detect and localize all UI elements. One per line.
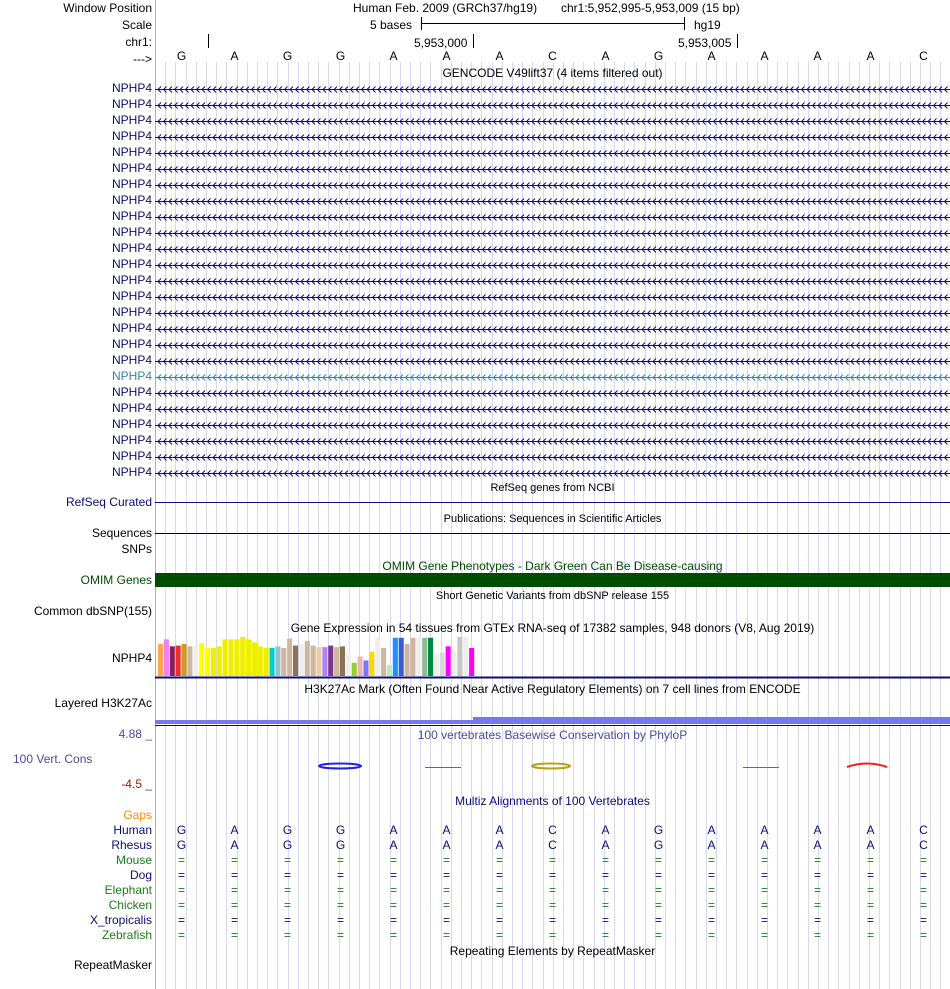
alignment-base: = — [601, 853, 609, 867]
alignment-base: = — [866, 898, 874, 912]
alignment-base: = — [866, 868, 874, 882]
alignment-base: = — [442, 868, 450, 882]
gencode-track-title: GENCODE V49lift37 (4 items filtered out) — [442, 66, 663, 80]
alignment-base: = — [283, 883, 291, 897]
alignment-base: A — [495, 823, 504, 837]
alignment-base: = — [442, 913, 450, 927]
gencode-transcript-label[interactable]: NPHP4 — [111, 449, 152, 463]
window-position-text: chr1:5,952,995-5,953,009 (15 bp) — [561, 1, 740, 15]
alignment-base: = — [283, 853, 291, 867]
alignment-base: A — [442, 823, 451, 837]
window-position-label: Window Position — [63, 1, 152, 15]
base-letter: A — [442, 49, 451, 63]
gtex-tissue-bar — [428, 638, 433, 676]
gtex-tissue-bar — [340, 646, 345, 676]
alignment-base: = — [495, 853, 503, 867]
conservation-min-label: -4.5 _ — [121, 777, 152, 791]
h3k27ac-signal-peak — [473, 717, 950, 720]
alignment-base: = — [813, 913, 821, 927]
alignment-base: = — [866, 853, 874, 867]
alignment-base: = — [442, 928, 450, 942]
alignment-base: = — [760, 883, 768, 897]
alignment-base: = — [654, 898, 662, 912]
alignment-base: = — [707, 913, 715, 927]
gtex-tissue-bar — [223, 639, 228, 676]
gtex-tissue-bar — [305, 641, 310, 676]
base-letter: A — [389, 49, 398, 63]
alignment-base: A — [760, 823, 769, 837]
repeatmasker-label[interactable]: RepeatMasker — [73, 958, 152, 972]
alignment-base: = — [230, 883, 238, 897]
alignment-base: = — [442, 883, 450, 897]
gtex-tissue-bar — [346, 653, 351, 676]
alignment-base: = — [548, 868, 556, 882]
phylop-mark — [847, 764, 887, 768]
base-letter: A — [601, 49, 610, 63]
gencode-transcript-label[interactable]: NPHP4 — [111, 369, 152, 383]
multiz-alignment-row — [155, 928, 950, 942]
alignment-base: = — [283, 913, 291, 927]
gencode-transcript-label[interactable]: NPHP4 — [111, 417, 152, 431]
gtex-tissue-bar — [158, 644, 163, 676]
gencode-transcript-label[interactable]: NPHP4 — [111, 81, 152, 95]
gtex-tissue-bar — [328, 646, 333, 676]
alignment-base: = — [760, 868, 768, 882]
gtex-tissue-bar — [358, 657, 363, 677]
gtex-tissue-bar — [240, 637, 245, 676]
alignment-base: = — [336, 868, 344, 882]
base-letter: A — [866, 49, 875, 63]
gencode-transcript-label[interactable]: NPHP4 — [111, 193, 152, 207]
gtex-tissue-bar — [452, 651, 457, 676]
base-letter: G — [653, 49, 664, 63]
alignment-base: = — [654, 868, 662, 882]
multiz-species-label[interactable]: Rhesus — [111, 838, 152, 852]
gtex-tissue-bar — [416, 638, 421, 676]
coordinate-5953005: 5,953,005 — [678, 36, 732, 50]
gtex-tissue-bar — [457, 637, 462, 676]
alignment-base: = — [177, 928, 185, 942]
multiz-alignment-row — [155, 913, 950, 927]
refseq-track-title: RefSeq genes from NCBI — [490, 482, 615, 494]
alignment-base: = — [919, 868, 927, 882]
scale-label: Scale — [121, 18, 152, 32]
alignment-base: C — [919, 823, 928, 837]
multiz-alignment-row — [155, 883, 950, 897]
gtex-track-title: Gene Expression in 54 tissues from GTEx RNA-seq of 17382 samples, 948 donors (V8, Aug 2019) — [290, 621, 815, 635]
alignment-base: = — [813, 868, 821, 882]
alignment-base: = — [707, 868, 715, 882]
gtex-tissue-bar — [322, 647, 327, 676]
alignment-base: = — [177, 883, 185, 897]
gencode-transcript-label[interactable]: NPHP4 — [111, 145, 152, 159]
vert-cons-label[interactable]: 100 Vert. Cons — [13, 752, 93, 766]
publications-track-title: Publications: Sequences in Scientific Articles — [443, 513, 662, 525]
alignment-base: = — [813, 898, 821, 912]
gencode-transcript-label[interactable]: NPHP4 — [111, 177, 152, 191]
gtex-tissue-bar — [334, 647, 339, 676]
alignment-base: = — [336, 913, 344, 927]
gtex-tissue-bar — [405, 644, 410, 676]
alignment-base: = — [760, 853, 768, 867]
base-letter: A — [495, 49, 504, 63]
alignment-base: G — [335, 823, 346, 837]
alignment-base: = — [495, 898, 503, 912]
alignment-base: = — [230, 913, 238, 927]
gtex-tissue-bar — [387, 665, 392, 676]
alignment-base: = — [442, 898, 450, 912]
gencode-transcript-label[interactable]: NPHP4 — [111, 433, 152, 447]
alignment-base: A — [707, 823, 716, 837]
gtex-tissue-bar — [393, 638, 398, 676]
alignment-base: = — [389, 868, 397, 882]
alignment-base: = — [442, 853, 450, 867]
alignment-base: = — [866, 883, 874, 897]
gencode-transcript-label[interactable]: NPHP4 — [111, 97, 152, 111]
genome-browser-image[interactable] — [155, 0, 950, 989]
gtex-tissue-bar — [228, 639, 233, 676]
gencode-transcript-label[interactable]: NPHP4 — [111, 113, 152, 127]
alignment-base: G — [653, 823, 664, 837]
alignment-base: C — [548, 838, 557, 852]
gtex-tissue-bar — [234, 639, 239, 676]
gtex-tissue-bar — [270, 648, 275, 676]
gtex-tissue-bar — [176, 646, 181, 676]
alignment-base: = — [548, 913, 556, 927]
omim-track-title: OMIM Gene Phenotypes - Dark Green Can Be Disease-causing — [382, 559, 723, 573]
alignment-base: = — [707, 883, 715, 897]
h3k27ac-signal — [155, 720, 950, 724]
alignment-base: A — [760, 838, 769, 852]
gtex-tissue-bar — [287, 639, 292, 676]
alignment-base: = — [548, 883, 556, 897]
alignment-base: = — [654, 883, 662, 897]
base-letter: A — [813, 49, 822, 63]
alignment-base: A — [813, 823, 822, 837]
gencode-transcript-label[interactable]: NPHP4 — [111, 353, 152, 367]
repeatmasker-track-title: Repeating Elements by RepeatMasker — [449, 944, 656, 958]
gtex-tissue-bar — [352, 663, 357, 676]
omim-genes-label[interactable]: OMIM Genes — [80, 573, 152, 587]
base-letter: A — [760, 49, 769, 63]
gtex-tissue-bar — [363, 660, 368, 676]
alignment-base: = — [389, 853, 397, 867]
alignment-base: = — [760, 898, 768, 912]
gencode-transcript-label[interactable]: NPHP4 — [111, 305, 152, 319]
alignment-base: A — [866, 838, 875, 852]
alignment-base: = — [230, 928, 238, 942]
refseq-curated-label[interactable]: RefSeq Curated — [65, 495, 152, 509]
alignment-base: = — [177, 913, 185, 927]
alignment-base: G — [282, 823, 293, 837]
alignment-base: = — [601, 898, 609, 912]
base-letter: A — [707, 49, 716, 63]
base-letter: C — [548, 49, 557, 63]
gtex-tissue-bar — [434, 653, 439, 676]
gtex-tissue-bar — [375, 638, 380, 676]
gencode-transcript-label[interactable]: NPHP4 — [111, 161, 152, 175]
gtex-tissue-bar — [463, 637, 468, 676]
alignment-base: = — [283, 898, 291, 912]
gtex-tissue-bar — [205, 648, 210, 676]
gtex-tissue-bar — [311, 646, 316, 676]
alignment-base: A — [866, 823, 875, 837]
alignment-base: = — [601, 913, 609, 927]
alignment-base: = — [230, 868, 238, 882]
scale-text: 5 bases — [370, 18, 413, 32]
multiz-species-label[interactable]: Mouse — [115, 853, 152, 867]
gencode-transcript-label[interactable]: NPHP4 — [111, 129, 152, 143]
alignment-base: = — [760, 913, 768, 927]
gencode-transcript-label[interactable]: NPHP4 — [111, 289, 152, 303]
gtex-tissue-bar — [193, 646, 198, 676]
alignment-base: = — [336, 898, 344, 912]
alignment-base: = — [495, 868, 503, 882]
conservation-max-label: 4.88 _ — [118, 727, 152, 741]
gtex-tissue-bar — [217, 646, 222, 676]
base-letter: G — [176, 49, 187, 63]
alignment-base: = — [389, 883, 397, 897]
alignment-base: = — [919, 898, 927, 912]
gtex-tissue-bar — [440, 653, 445, 676]
gtex-tissue-bar — [410, 638, 415, 676]
gencode-transcript-label[interactable]: NPHP4 — [111, 225, 152, 239]
multiz-gaps-label: Gaps — [123, 808, 152, 822]
alignment-base: = — [707, 928, 715, 942]
phylop-track-title: 100 vertebrates Basewise Conservation by PhyloP — [417, 728, 688, 742]
gtex-tissue-bar — [211, 648, 216, 676]
alignment-base: = — [548, 853, 556, 867]
multiz-alignment-row — [155, 838, 950, 852]
gtex-tissue-bar — [275, 646, 280, 676]
gtex-tissue-bar — [164, 639, 169, 676]
alignment-base: C — [548, 823, 557, 837]
track-label-column — [0, 0, 155, 989]
gtex-tissue-bar — [446, 646, 451, 676]
alignment-base: = — [389, 928, 397, 942]
h3k27ac-track-title: H3K27Ac Mark (Often Found Near Active Regulatory Elements) on 7 cell lines from ENCODE — [304, 682, 801, 696]
alignment-base: = — [654, 928, 662, 942]
base-sequence-row — [155, 49, 950, 63]
alignment-base: = — [654, 913, 662, 927]
multiz-species-label[interactable]: Elephant — [104, 883, 152, 897]
alignment-base: A — [601, 838, 610, 852]
multiz-species-label[interactable]: X_tropicalis — [89, 913, 152, 927]
gtex-tissue-bar — [181, 644, 186, 676]
layered-h3k27ac-label[interactable]: Layered H3K27Ac — [54, 696, 152, 710]
alignment-base: = — [919, 928, 927, 942]
alignment-base: = — [813, 883, 821, 897]
alignment-base: A — [813, 838, 822, 852]
alignment-base: = — [654, 853, 662, 867]
gtex-gene-label[interactable]: NPHP4 — [111, 651, 152, 665]
gtex-tissue-bar — [316, 647, 321, 676]
alignment-base: G — [653, 838, 664, 852]
omim-gene-bar — [155, 573, 950, 587]
gtex-tissue-bar — [469, 648, 474, 676]
alignment-base: A — [230, 838, 239, 852]
alignment-base: = — [919, 853, 927, 867]
strand-label: ---> — [133, 52, 152, 66]
scale-db-text: hg19 — [694, 18, 721, 32]
alignment-base: = — [866, 913, 874, 927]
alignment-base: = — [760, 928, 768, 942]
alignment-base: = — [548, 928, 556, 942]
alignment-base: A — [601, 823, 610, 837]
gencode-transcript-label[interactable]: NPHP4 — [111, 209, 152, 223]
alignment-base: A — [707, 838, 716, 852]
multiz-species-label[interactable]: Zebrafish — [101, 928, 152, 942]
gtex-tissue-bar — [399, 638, 404, 676]
alignment-base: A — [389, 838, 398, 852]
multiz-species-label[interactable]: Chicken — [108, 898, 152, 912]
alignment-base: = — [177, 898, 185, 912]
sequences-label[interactable]: Sequences — [91, 526, 152, 540]
gtex-tissue-bar — [422, 638, 427, 676]
gtex-tissue-bar — [369, 652, 374, 676]
gencode-transcript-label[interactable]: NPHP4 — [111, 321, 152, 335]
gtex-tissue-bar — [199, 643, 204, 676]
common-dbsnp-label[interactable]: Common dbSNP(155) — [33, 604, 152, 618]
base-letter: G — [282, 49, 293, 63]
alignment-base: = — [389, 913, 397, 927]
alignment-base: = — [336, 883, 344, 897]
alignment-base: = — [601, 928, 609, 942]
gencode-transcript-label[interactable]: NPHP4 — [111, 273, 152, 287]
gtex-tissue-bar — [281, 648, 286, 676]
multiz-alignment-row — [155, 868, 950, 882]
alignment-base: G — [335, 838, 346, 852]
snps-label[interactable]: SNPs — [121, 542, 152, 556]
gtex-tissue-bar — [381, 648, 386, 676]
base-letter: C — [919, 49, 928, 63]
alignment-base: = — [177, 868, 185, 882]
alignment-base: = — [495, 883, 503, 897]
multiz-track-title: Multiz Alignments of 100 Vertebrates — [455, 794, 650, 808]
alignment-base: = — [283, 928, 291, 942]
alignment-base: = — [336, 928, 344, 942]
alignment-base: = — [601, 883, 609, 897]
gencode-transcript-label[interactable]: NPHP4 — [111, 337, 152, 351]
gencode-transcript-label[interactable]: NPHP4 — [111, 241, 152, 255]
alignment-base: = — [813, 928, 821, 942]
gencode-transcript-label[interactable]: NPHP4 — [111, 465, 152, 479]
gtex-tissue-bar — [299, 644, 304, 676]
multiz-species-label[interactable]: Dog — [129, 868, 152, 882]
alignment-base: = — [707, 853, 715, 867]
phylop-mark — [532, 764, 570, 769]
alignment-base: = — [813, 853, 821, 867]
gtex-tissue-bar — [246, 639, 251, 676]
multiz-species-label[interactable]: Human — [113, 823, 152, 837]
alignment-base: = — [866, 928, 874, 942]
alignment-base: = — [495, 928, 503, 942]
alignment-base: A — [442, 838, 451, 852]
gencode-transcript-label[interactable]: NPHP4 — [111, 257, 152, 271]
gtex-tissue-bar — [258, 646, 263, 676]
alignment-base: = — [389, 898, 397, 912]
alignment-base: = — [495, 913, 503, 927]
base-letter: G — [335, 49, 346, 63]
gtex-tissue-bar — [264, 648, 269, 676]
base-letter: A — [230, 49, 239, 63]
assembly-name: Human Feb. 2009 (GRCh37/hg19) — [353, 1, 538, 15]
alignment-base: C — [919, 838, 928, 852]
alignment-base: = — [230, 853, 238, 867]
alignment-base: G — [282, 838, 293, 852]
gtex-tissue-bar — [170, 646, 175, 676]
alignment-base: A — [389, 823, 398, 837]
gencode-transcript-label[interactable]: NPHP4 — [111, 401, 152, 415]
alignment-base: A — [495, 838, 504, 852]
alignment-base: = — [336, 853, 344, 867]
alignment-base: = — [177, 853, 185, 867]
gtex-tissue-bar — [293, 646, 298, 676]
coordinate-5953000: 5,953,000 — [414, 36, 468, 50]
gtex-tissue-bar — [252, 642, 257, 676]
multiz-alignment-row — [155, 898, 950, 912]
alignment-base: G — [176, 823, 187, 837]
alignment-base: A — [230, 823, 239, 837]
alignment-base: G — [176, 838, 187, 852]
alignment-base: = — [601, 868, 609, 882]
alignment-base: = — [283, 868, 291, 882]
multiz-alignment-row — [155, 853, 950, 867]
gtex-tissue-bar — [187, 646, 192, 676]
dbsnp-track-title: Short Genetic Variants from dbSNP release 155 — [435, 590, 670, 602]
alignment-base: = — [919, 913, 927, 927]
alignment-base: = — [919, 883, 927, 897]
alignment-base: = — [548, 898, 556, 912]
alignment-base: = — [707, 898, 715, 912]
gencode-transcript-label[interactable]: NPHP4 — [111, 385, 152, 399]
alignment-base: = — [230, 898, 238, 912]
chromosome-label: chr1: — [125, 35, 152, 49]
multiz-alignment-row — [155, 823, 950, 837]
